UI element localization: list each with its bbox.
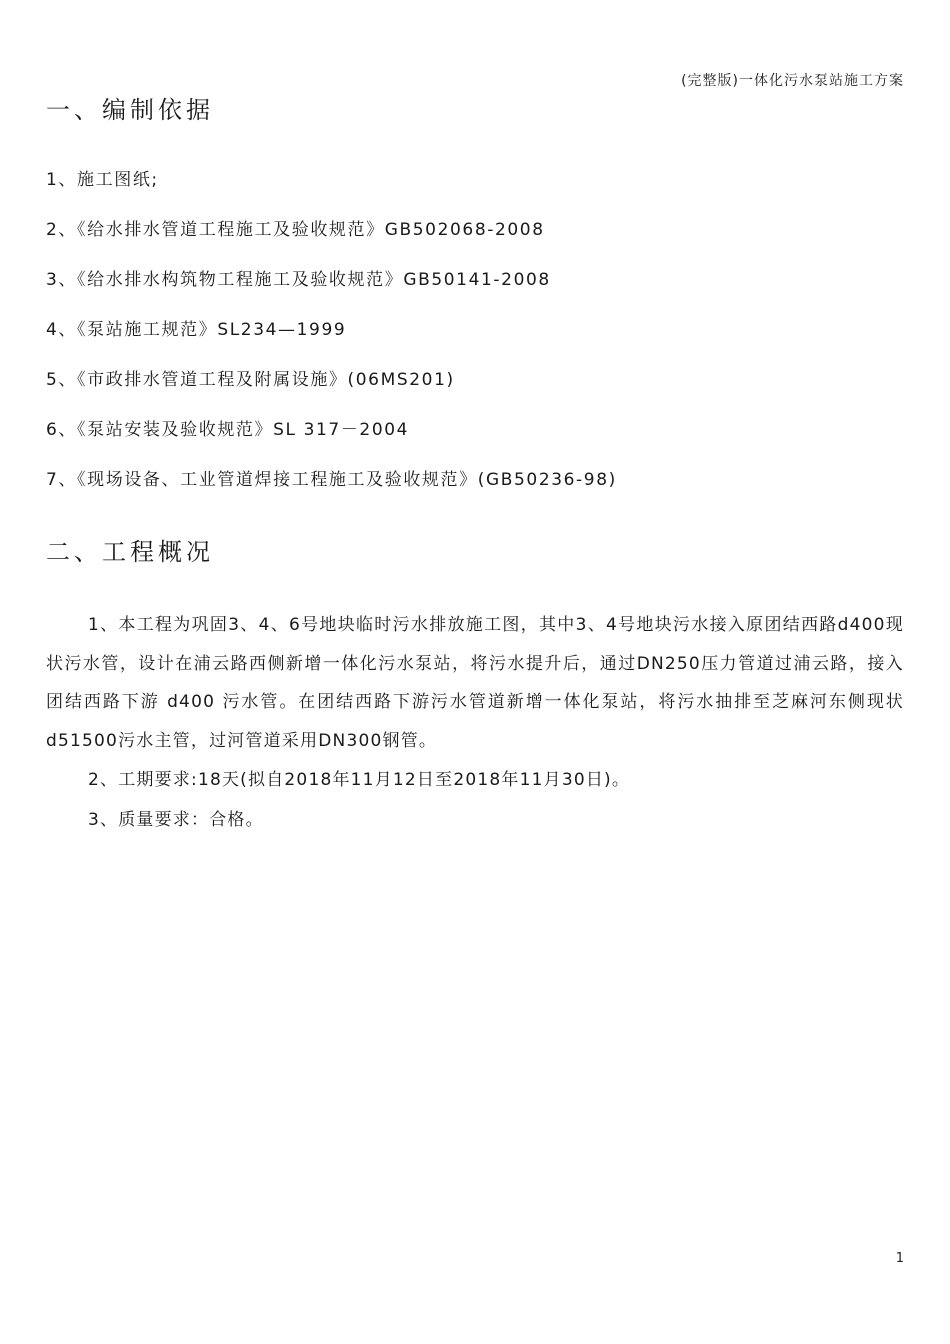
reference-item: 6、《泵站安装及验收规范》SL 317－2004 <box>46 420 410 440</box>
overview-paragraph: 2、工期要求:18天(拟自2018年11月12日至2018年11月30日)。 <box>88 770 631 790</box>
page-number: 1 <box>895 1251 904 1266</box>
reference-list <box>46 168 617 518</box>
section-heading-basis: 一、编制依据 <box>46 96 214 124</box>
running-header: (完整版)一体化污水泵站施工方案 <box>681 73 904 89</box>
reference-item: 3、《给水排水构筑物工程施工及验收规范》GB50141-2008 <box>46 270 551 290</box>
overview-paragraph: 3、质量要求：合格。 <box>88 809 264 830</box>
reference-item: 4、《泵站施工规范》SL234—1999 <box>46 320 347 340</box>
overview-paragraph: 1、本工程为巩固3、4、6号地块临时污水排放施工图，其中3、4号地块污水接入原团结西路d400现状污水管，设计在浦云路西侧新增一体化污水泵站，将污水提升后，通过DN250压力管道过浦云路，接入团结西路下游 d400 污水管。在团结西路下游污水管道新增一体化泵站，将污水抽排至芝麻河东侧现状d51500污水主管，过河管道采用DN300钢管。 <box>46 615 904 751</box>
reference-item: 5、《市政排水管道工程及附属设施》(06MS201) <box>46 370 455 390</box>
reference-item: 2、《给水排水管道工程施工及验收规范》GB502068-2008 <box>46 220 545 240</box>
reference-item: 1、施工图纸; <box>46 170 159 190</box>
section-heading-overview: 二、工程概况 <box>46 538 214 566</box>
overview-body <box>46 606 904 839</box>
reference-item: 7、《现场设备、工业管道焊接工程施工及验收规范》(GB50236-98) <box>46 470 617 490</box>
